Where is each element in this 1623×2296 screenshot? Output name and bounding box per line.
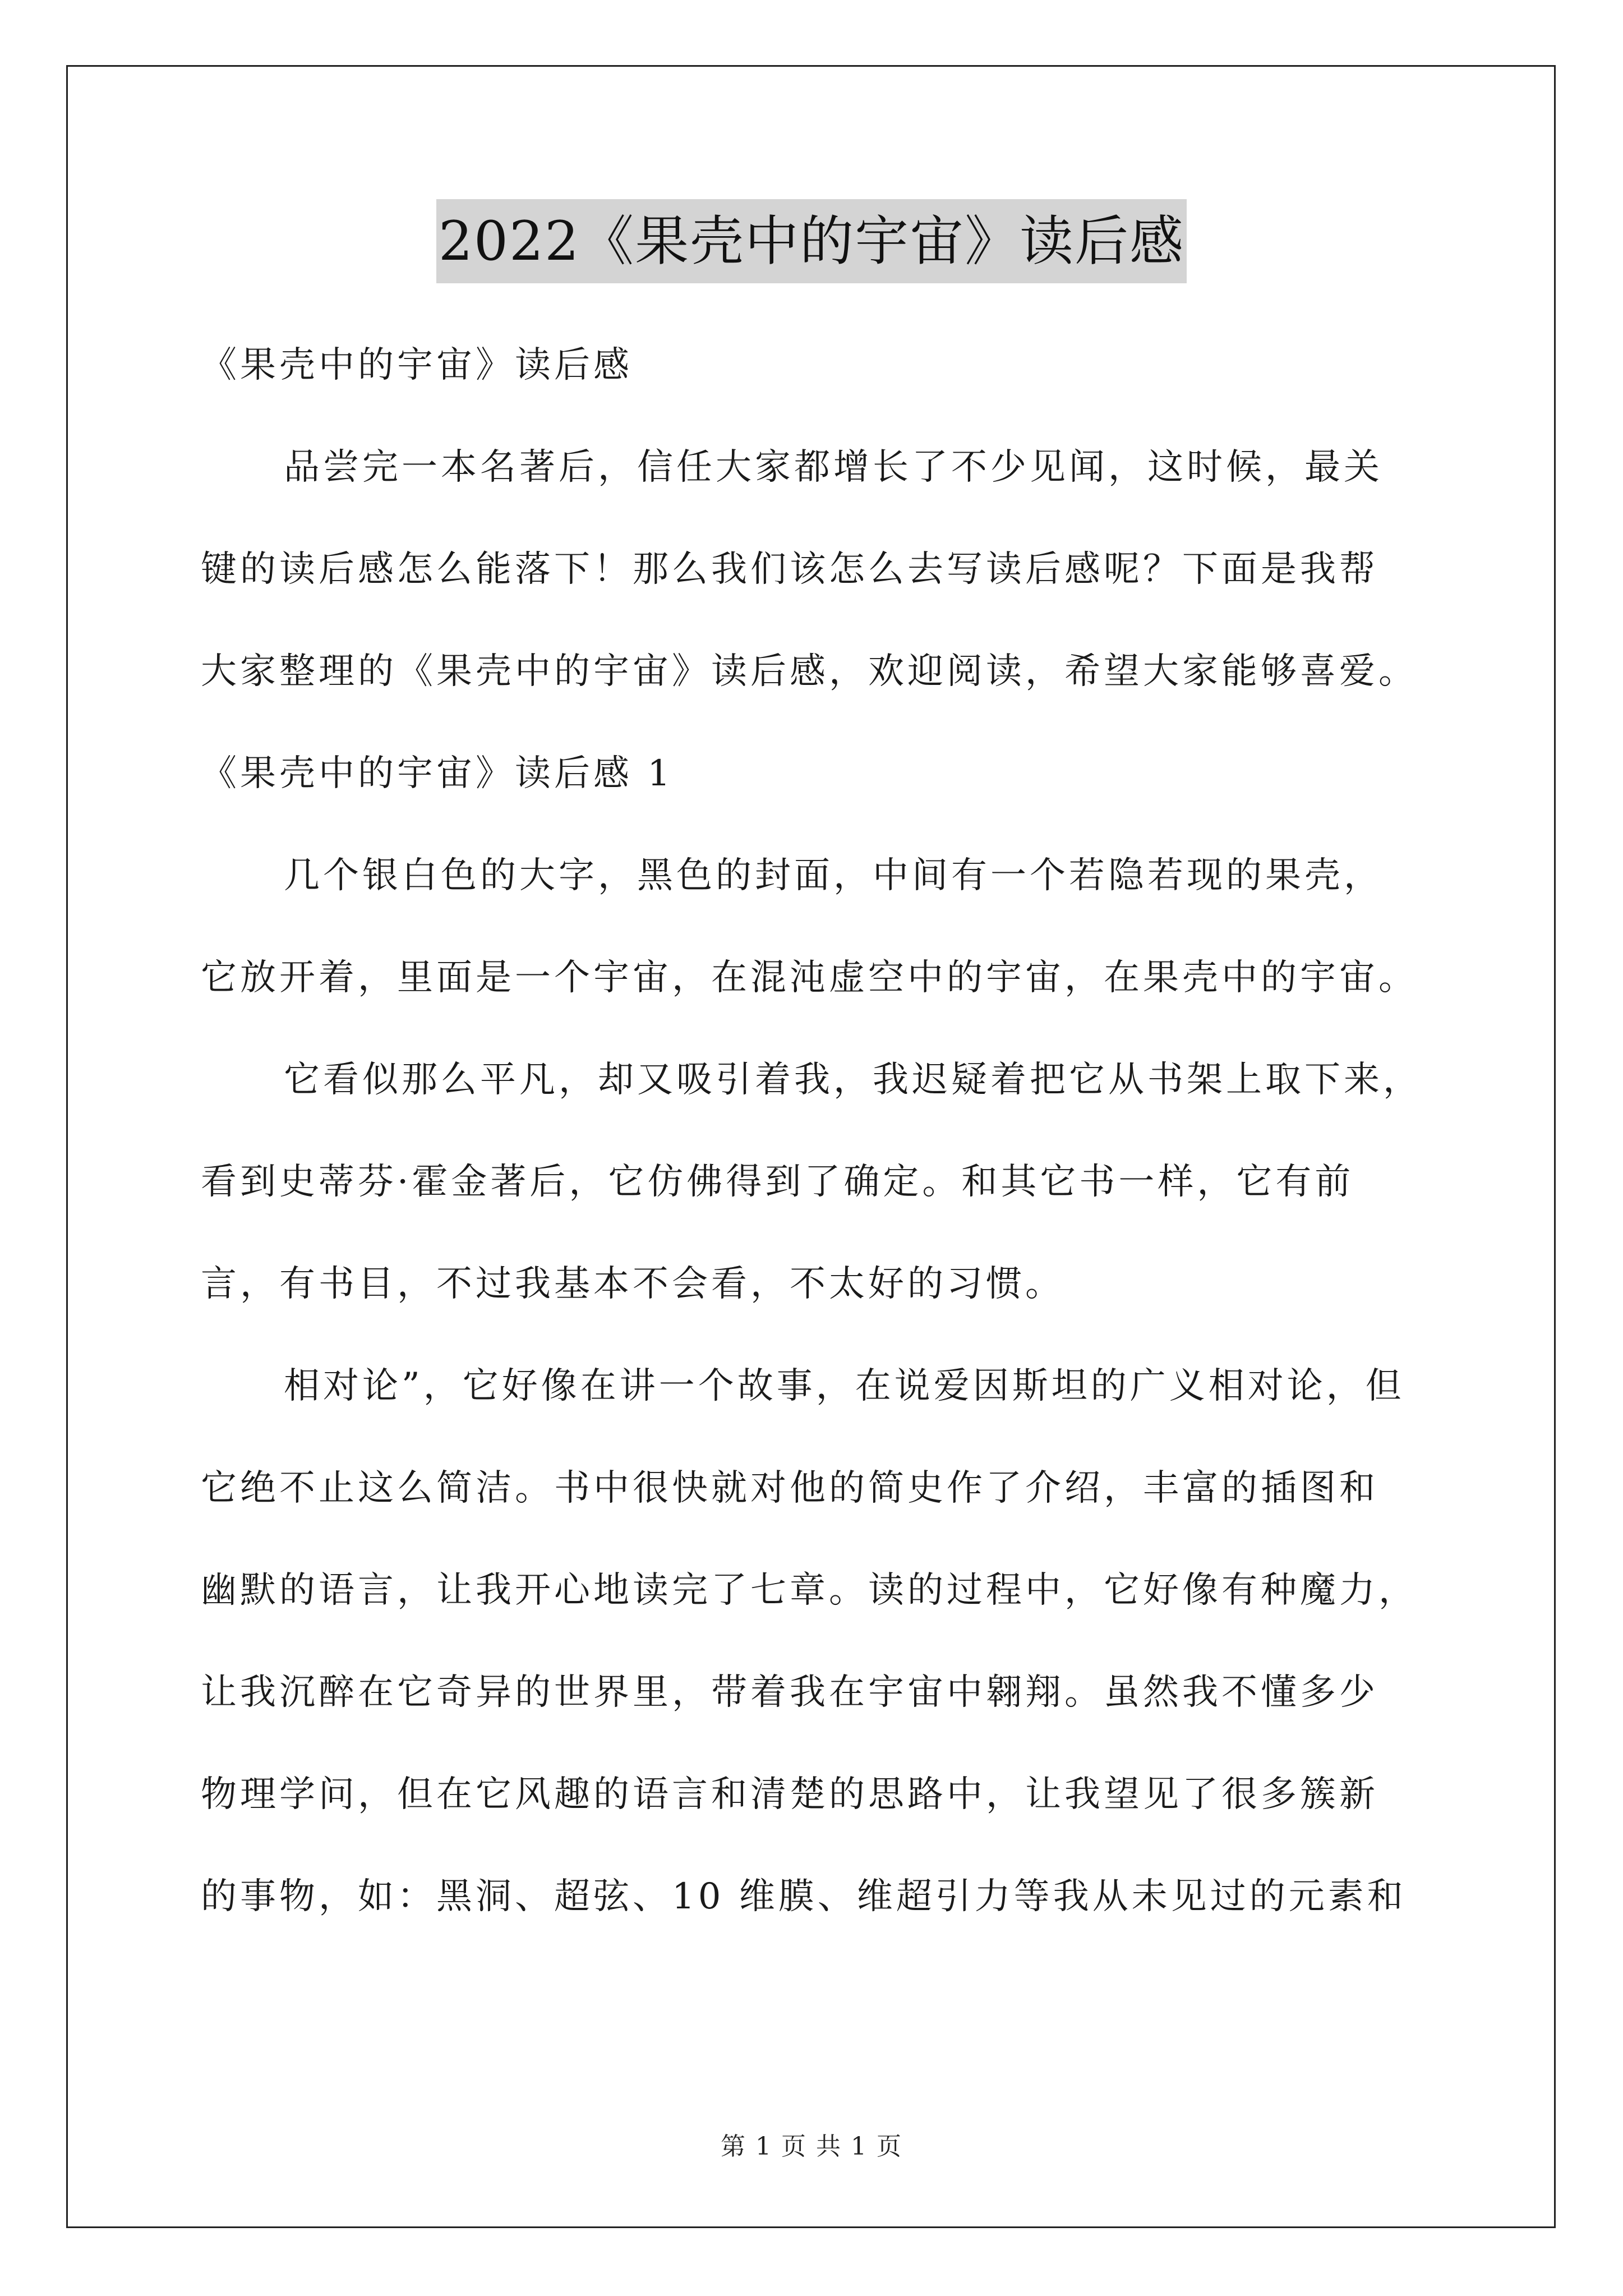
document-title: 2022《果壳中的宇宙》读后感 xyxy=(436,199,1187,283)
body-line: 它绝不止这么简洁。书中很快就对他的简史作了介绍，丰富的插图和 xyxy=(201,1467,1378,1509)
body-line: 看到史蒂芬·霍金著后，它仿佛得到了确定。和其它书一样，它有前 xyxy=(201,1161,1354,1203)
body-line: 让我沉醉在它奇异的世界里，带着我在宇宙中翱翔。虽然我不懂多少 xyxy=(201,1672,1378,1713)
body-line: 《果壳中的宇宙》读后感 1 xyxy=(201,753,674,794)
page-footer: 第 1 页 共 1 页 xyxy=(721,2132,902,2161)
body-line: 相对论”，它好像在讲一个故事，在说爱因斯坦的广义相对论，但 xyxy=(284,1365,1405,1407)
body-line: 它放开着，里面是一个宇宙，在混沌虚空中的宇宙，在果壳中的宇宙。 xyxy=(201,957,1418,999)
body-line: 《果壳中的宇宙》读后感 xyxy=(201,344,633,386)
body-line: 大家整理的《果壳中的宇宙》读后感，欢迎阅读，希望大家能够喜爱。 xyxy=(201,651,1418,692)
body-line: 幽默的语言，让我开心地读完了七章。读的过程中，它好像有种魔力， xyxy=(201,1570,1418,1611)
body-line: 键的读后感怎么能落下！那么我们该怎么去写读后感呢？下面是我帮 xyxy=(201,549,1378,590)
title-container xyxy=(0,199,1623,283)
body-line: 几个银白色的大字，黑色的封面，中间有一个若隐若现的果壳， xyxy=(284,855,1383,896)
body-line: 它看似那么平凡，却又吸引着我，我迟疑着把它从书架上取下来， xyxy=(284,1059,1422,1101)
body-line: 的事物，如：黑洞、超弦、10 维膜、维超引力等我从未见过的元素和 xyxy=(201,1876,1407,1917)
document-body xyxy=(201,314,1423,1948)
body-line: 品尝完一本名著后，信任大家都增长了不少见闻，这时候，最关 xyxy=(284,447,1383,488)
body-line: 言，有书目，不过我基本不会看，不太好的习惯。 xyxy=(201,1263,1064,1305)
body-line: 物理学问，但在它风趣的语言和清楚的思路中，让我望见了很多簇新 xyxy=(201,1774,1378,1815)
